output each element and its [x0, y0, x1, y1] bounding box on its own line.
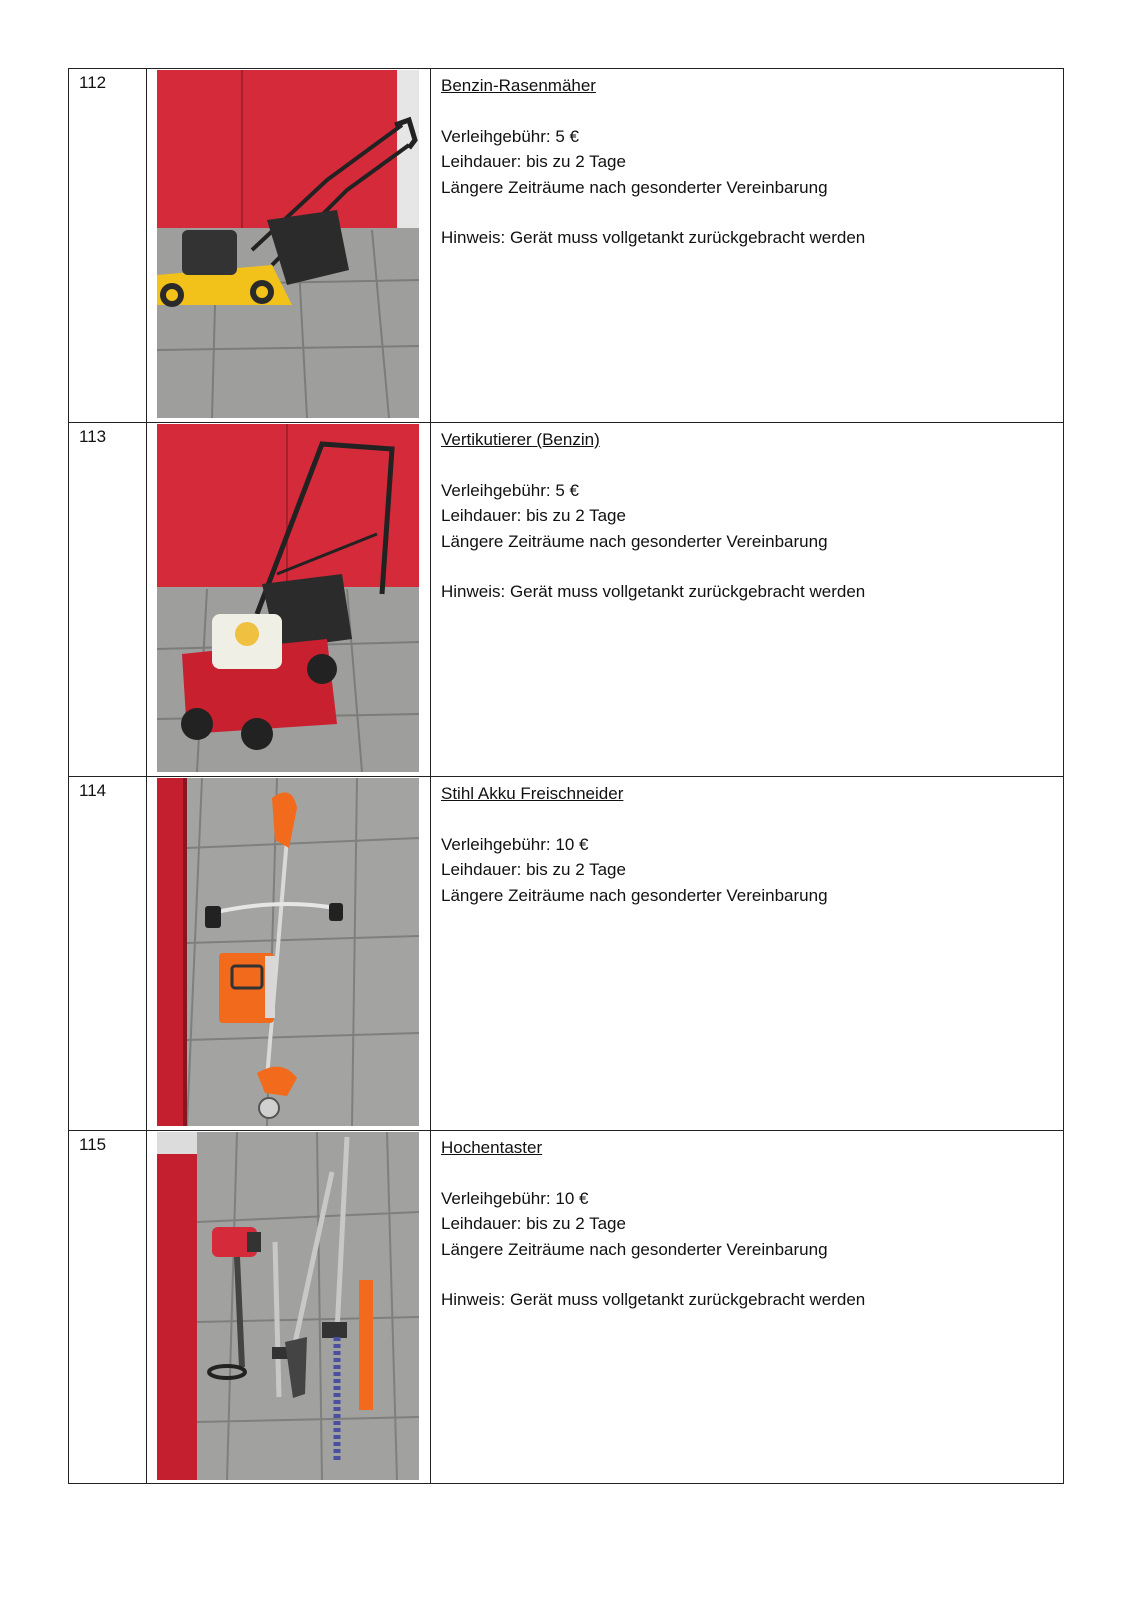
- rental-fee: Verleihgebühr: 5 €: [441, 480, 579, 500]
- item-photo-cell: [147, 423, 431, 776]
- item-title: Hochentaster: [441, 1138, 543, 1157]
- petrol-lawnmower-photo: [157, 70, 419, 418]
- item-title: Benzin-Rasenmäher: [441, 76, 596, 95]
- table-row: [68, 68, 1064, 422]
- item-description: [431, 423, 1064, 776]
- item-number: 113: [68, 423, 147, 776]
- item-number: 115: [68, 1131, 147, 1483]
- table-row: [68, 422, 1064, 776]
- item-photo-cell: [147, 1131, 431, 1483]
- scarifier-photo: [157, 424, 419, 772]
- rental-duration: Leihdauer: bis zu 2 Tage: [441, 1214, 626, 1233]
- rental-duration: Leihdauer: bis zu 2 Tage: [441, 506, 626, 525]
- item-description: [431, 777, 1064, 1130]
- item-description: [431, 69, 1064, 422]
- table-row: [68, 776, 1064, 1130]
- rental-duration: Leihdauer: bis zu 2 Tage: [441, 152, 626, 171]
- rental-duration: Leihdauer: bis zu 2 Tage: [441, 860, 626, 879]
- item-number: 114: [68, 777, 147, 1130]
- pole-pruner-photo: [157, 1132, 419, 1480]
- item-number: 112: [68, 69, 147, 422]
- rental-fee: Verleihgebühr: 5 €: [441, 126, 579, 146]
- table-row: [68, 1130, 1064, 1484]
- item-title: Vertikutierer (Benzin): [441, 430, 600, 449]
- item-photo-cell: [147, 69, 431, 422]
- item-hint: Hinweis: Gerät muss vollgetankt zurückgebracht werden: [441, 582, 866, 601]
- rental-fee: Verleihgebühr: 10 €: [441, 1188, 589, 1208]
- item-hint: Hinweis: Gerät muss vollgetankt zurückgebracht werden: [441, 228, 866, 247]
- item-hint: Hinweis: Gerät muss vollgetankt zurückgebracht werden: [441, 1290, 866, 1309]
- cordless-brushcutter-photo: [157, 778, 419, 1126]
- item-title: Stihl Akku Freischneider: [441, 784, 624, 803]
- rental-fee: Verleihgebühr: 10 €: [441, 834, 589, 854]
- rental-catalog-table: [68, 68, 1064, 1484]
- item-description: [431, 1131, 1064, 1483]
- item-photo-cell: [147, 777, 431, 1130]
- extended-rental-note: Längere Zeiträume nach gesonderter Vereinbarung: [441, 885, 828, 905]
- extended-rental-note: Längere Zeiträume nach gesonderter Vereinbarung: [441, 1239, 828, 1259]
- extended-rental-note: Längere Zeiträume nach gesonderter Vereinbarung: [441, 531, 828, 551]
- extended-rental-note: Längere Zeiträume nach gesonderter Vereinbarung: [441, 177, 828, 197]
